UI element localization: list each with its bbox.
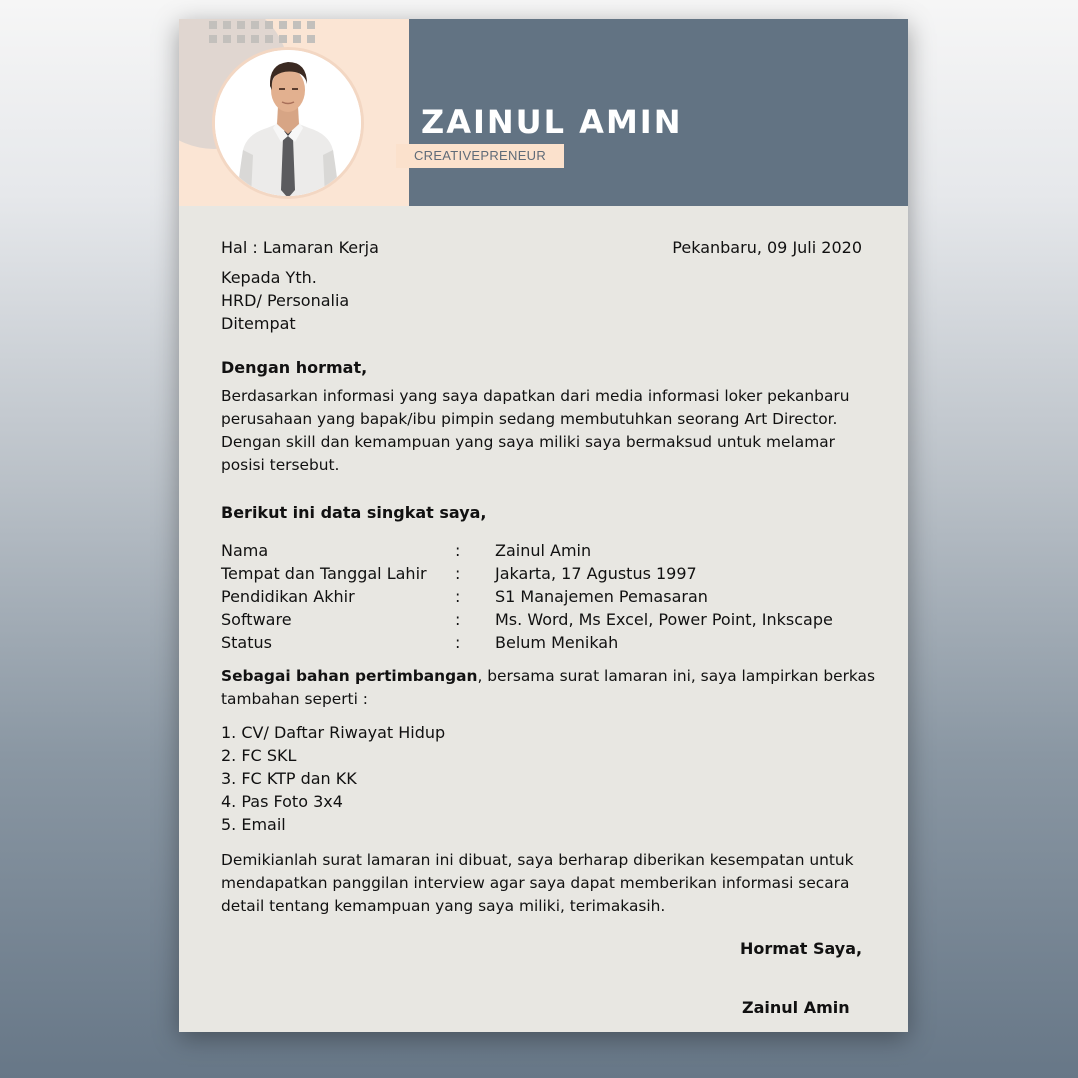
header-photo-panel bbox=[179, 19, 409, 206]
list-item: 4. Pas Foto 3x4 bbox=[221, 792, 343, 811]
data-heading: Berikut ini data singkat saya, bbox=[221, 503, 487, 522]
letter-subject: Hal : Lamaran Kerja bbox=[221, 238, 379, 257]
attachments-intro-rest: , bersama surat lamaran ini, saya lampirkan berkas tambahan seperti : bbox=[221, 667, 876, 708]
data-key: Nama bbox=[221, 541, 269, 560]
data-separator: : bbox=[455, 633, 461, 652]
data-separator: : bbox=[455, 564, 461, 583]
data-separator: : bbox=[455, 587, 461, 606]
applicant-data-table bbox=[221, 539, 833, 654]
data-separator: : bbox=[455, 610, 461, 629]
recipient-line: Kepada Yth. bbox=[221, 268, 317, 287]
attachments-intro bbox=[221, 665, 881, 711]
data-key: Pendidikan Akhir bbox=[221, 587, 355, 606]
data-value: Jakarta, 17 Agustus 1997 bbox=[495, 564, 697, 583]
decorative-dot-grid bbox=[209, 21, 315, 43]
profile-photo bbox=[212, 47, 364, 199]
data-key: Software bbox=[221, 610, 292, 629]
list-item: 5. Email bbox=[221, 815, 286, 834]
data-row bbox=[221, 585, 833, 608]
letter-place-date: Pekanbaru, 09 Juli 2020 bbox=[672, 238, 862, 257]
list-item: 1. CV/ Daftar Riwayat Hidup bbox=[221, 723, 446, 742]
data-key: Tempat dan Tanggal Lahir bbox=[221, 564, 427, 583]
letter-page bbox=[179, 19, 908, 1032]
data-row bbox=[221, 562, 833, 585]
data-row bbox=[221, 539, 833, 562]
signature-name: Zainul Amin bbox=[742, 998, 850, 1017]
list-item: 2. FC SKL bbox=[221, 746, 297, 765]
applicant-name: ZAINUL AMIN bbox=[421, 103, 683, 141]
recipient-line: HRD/ Personalia bbox=[221, 291, 350, 310]
letter-greeting: Dengan hormat, bbox=[221, 358, 368, 377]
intro-paragraph: Berdasarkan informasi yang saya dapatkan dari media informasi loker pekanbaru perusahaan yang bapak/ibu pimpin sedang membutuhkan seorang Art Director. Dengan skill dan kemampuan yang saya miliki saya bermaksud untuk melamar posisi tersebut. bbox=[221, 387, 850, 474]
data-row bbox=[221, 631, 833, 654]
list-item: 3. FC KTP dan KK bbox=[221, 769, 357, 788]
attachments-list bbox=[221, 721, 445, 836]
data-value: Ms. Word, Ms Excel, Power Point, Inkscape bbox=[495, 610, 833, 629]
applicant-tagline: CREATIVEPRENEUR bbox=[396, 144, 564, 168]
data-value: S1 Manajemen Pemasaran bbox=[495, 587, 708, 606]
data-separator: : bbox=[455, 541, 461, 560]
attachments-intro-bold: Sebagai bahan pertimbangan bbox=[221, 667, 478, 685]
data-value: Zainul Amin bbox=[495, 541, 592, 560]
data-value: Belum Menikah bbox=[495, 633, 619, 652]
recipient-line: Ditempat bbox=[221, 314, 296, 333]
closing-paragraph: Demikianlah surat lamaran ini dibuat, saya berharap diberikan kesempatan untuk mendapatkan panggilan interview agar saya dapat memberikan informasi secara detail tentang kemampuan yang saya miliki, terimakasih. bbox=[221, 851, 854, 915]
signoff: Hormat Saya, bbox=[740, 939, 863, 958]
data-key: Status bbox=[221, 633, 272, 652]
data-row bbox=[221, 608, 833, 631]
person-portrait-icon bbox=[215, 50, 361, 196]
